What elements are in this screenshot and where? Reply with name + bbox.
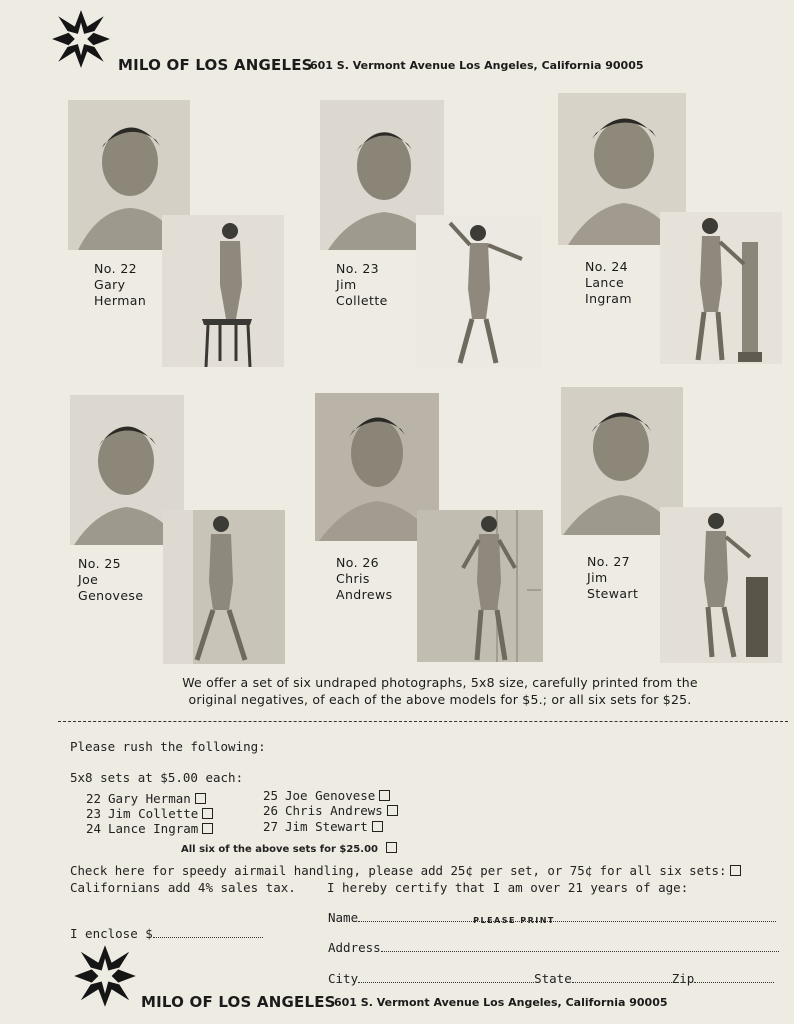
order-item-27	[263, 819, 383, 834]
zip-input-line[interactable]	[694, 972, 774, 983]
order-checkbox-22[interactable]	[195, 793, 206, 804]
please-print-hint: PLEASE PRINT	[473, 916, 555, 925]
model-number: No. 27	[587, 554, 631, 569]
fullbody-photo-27	[660, 507, 782, 663]
model-number: No. 26	[336, 555, 380, 570]
item-name: Gary Herman	[108, 791, 191, 806]
model-last-name: Herman	[94, 293, 147, 308]
model-number: No. 24	[585, 259, 629, 274]
all-six-option	[181, 842, 397, 855]
model-label-22	[94, 261, 146, 309]
item-number: 22	[86, 791, 102, 806]
airmail-checkbox[interactable]	[730, 865, 741, 876]
footer-brand-address: 601 S. Vermont Avenue Los Angeles, California 90005	[334, 996, 668, 1009]
order-item-22	[86, 791, 206, 806]
address-label: Address	[328, 940, 381, 955]
address-field	[328, 940, 779, 955]
item-name: Lance Ingram	[108, 821, 199, 836]
rush-heading: Please rush the following:	[70, 739, 266, 754]
brand-name: MILO OF LOS ANGELES	[118, 56, 313, 74]
model-label-27	[587, 554, 638, 602]
age-certification: I hereby certify that I am over 21 years of age:	[327, 880, 689, 895]
all-six-checkbox[interactable]	[386, 842, 397, 853]
model-last-name: Andrews	[336, 587, 393, 602]
model-last-name: Stewart	[587, 586, 639, 601]
enclose-field	[70, 926, 263, 941]
brand-address: 601 S. Vermont Avenue Los Angeles, California 90005	[310, 59, 644, 72]
fullbody-photo-23	[416, 215, 542, 367]
model-number: No. 23	[336, 261, 380, 276]
order-checkbox-24[interactable]	[202, 823, 213, 834]
cut-line	[58, 721, 788, 722]
address-input-line[interactable]	[381, 941, 779, 952]
item-number: 24	[86, 821, 102, 836]
zip-label: Zip	[671, 971, 695, 986]
fullbody-photo-22	[162, 215, 284, 367]
model-label-25	[78, 556, 143, 604]
model-first-name: Jim	[587, 570, 608, 585]
order-checkbox-25[interactable]	[379, 790, 390, 801]
enclose-label: I enclose $	[70, 926, 153, 941]
footer-brand-name: MILO OF LOS ANGELES	[141, 993, 336, 1011]
fullbody-photo-24	[660, 212, 782, 364]
enclose-amount-line[interactable]	[153, 927, 263, 938]
model-first-name: Joe	[78, 572, 99, 587]
model-label-26	[336, 555, 393, 603]
city-input-line[interactable]	[358, 972, 534, 983]
offer-line-1: We offer a set of six undraped photographs, 5x8 size, carefully printed from the	[182, 675, 698, 690]
footer-milo-star-logo	[72, 943, 138, 1009]
model-last-name: Genovese	[78, 588, 144, 603]
model-number: No. 22	[94, 261, 138, 276]
item-number: 26	[263, 803, 279, 818]
fullbody-photo-25	[163, 510, 285, 664]
model-first-name: Chris	[336, 571, 370, 586]
city-label: City	[328, 971, 359, 986]
order-item-26	[263, 803, 398, 818]
sales-tax-note: Californians add 4% sales tax.	[70, 880, 296, 895]
state-input-line[interactable]	[572, 972, 672, 983]
item-number: 27	[263, 819, 279, 834]
offer-line-2: original negatives, of each of the above models for $5.; or all six sets for $25.	[188, 692, 692, 707]
fullbody-photo-26	[417, 510, 543, 662]
model-label-24	[585, 259, 632, 307]
name-field	[328, 910, 776, 925]
item-name: Joe Genovese	[285, 788, 376, 803]
item-name: Jim Stewart	[285, 819, 368, 834]
model-first-name: Jim	[336, 277, 357, 292]
state-label: State	[534, 971, 572, 986]
sets-heading: 5x8 sets at $5.00 each:	[70, 770, 244, 785]
item-number: 23	[86, 806, 102, 821]
model-last-name: Ingram	[585, 291, 632, 306]
name-label: Name	[328, 910, 359, 925]
model-last-name: Collette	[336, 293, 388, 308]
city-state-zip-field	[328, 971, 774, 986]
item-name: Jim Collette	[108, 806, 199, 821]
model-first-name: Lance	[585, 275, 625, 290]
offer-text	[140, 674, 740, 708]
all-six-label: All six of the above sets for $25.00	[181, 844, 378, 855]
model-label-23	[336, 261, 388, 309]
order-checkbox-27[interactable]	[372, 821, 383, 832]
name-input-line[interactable]	[358, 911, 776, 925]
order-item-25	[263, 788, 390, 803]
order-item-23	[86, 806, 213, 821]
item-number: 25	[263, 788, 279, 803]
item-name: Chris Andrews	[285, 803, 383, 818]
airmail-option	[70, 863, 741, 878]
order-item-24	[86, 821, 213, 836]
order-checkbox-26[interactable]	[387, 805, 398, 816]
model-number: No. 25	[78, 556, 122, 571]
airmail-label: Check here for speedy airmail handling, please add 25¢ per set, or 75¢ for all six sets:	[70, 863, 727, 878]
milo-star-logo	[50, 8, 112, 70]
model-first-name: Gary	[94, 277, 126, 292]
order-checkbox-23[interactable]	[202, 808, 213, 819]
